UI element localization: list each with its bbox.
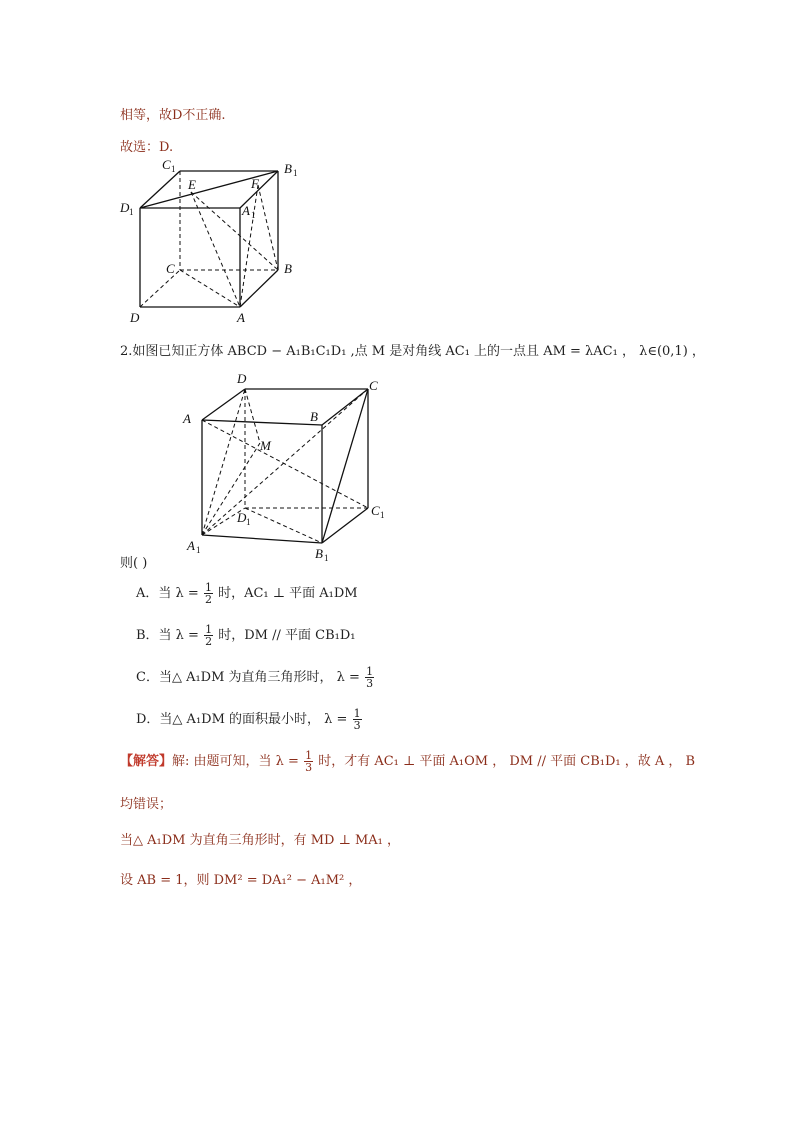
prev-line-2: 故选：D. xyxy=(120,140,174,155)
label-D: D xyxy=(237,371,247,386)
svg-text:1: 1 xyxy=(293,168,298,178)
label-B1: B xyxy=(284,161,292,176)
svg-text:1: 1 xyxy=(324,553,329,563)
option-B[interactable]: B．当 λ = $\frac{1}{2}$ 时，DM // 平面 CB₁D₁ xyxy=(136,623,356,648)
label-C1: C xyxy=(371,503,380,518)
label-C: C xyxy=(369,378,378,393)
label-E: E xyxy=(188,177,196,192)
fraction: $\frac{1}{3}$ xyxy=(305,749,313,774)
svg-text:1: 1 xyxy=(246,517,251,527)
prev-line-1: 相等，故D不正确. xyxy=(120,108,226,123)
label-D1: D xyxy=(120,200,130,215)
label-F: F xyxy=(251,176,259,191)
question-number: 2. xyxy=(120,344,133,359)
svg-text:1: 1 xyxy=(171,164,176,174)
label-B1: B xyxy=(315,546,323,561)
question-stem xyxy=(120,340,705,359)
answer-line-3: 当△ A₁DM 为直角三角形时，有 MD ⊥ MA₁ ， xyxy=(120,833,400,848)
label-A: A xyxy=(237,310,245,325)
svg-text:1: 1 xyxy=(380,510,385,520)
figure-cube-2 xyxy=(175,365,405,565)
label-D: D xyxy=(130,310,140,325)
fraction: $\frac{1}{3}$ xyxy=(353,707,361,732)
svg-text:1: 1 xyxy=(196,545,201,555)
option-C[interactable]: C．当△ A₁DM 为直角三角形时， λ = $\frac{1}{3}$ xyxy=(136,665,374,690)
label-D1: D xyxy=(237,510,247,525)
fraction: $\frac{1}{3}$ xyxy=(366,665,374,690)
svg-text:1: 1 xyxy=(129,207,134,217)
question-text: 如图已知正方体 ABCD − A₁B₁C₁D₁ ,点 M 是对角线 AC₁ 上的一点且 AM = λAC₁ ， λ∈(0,1) ， xyxy=(132,344,705,359)
answer-line-4: 设 AB = 1，则 DM² = DA₁² − A₁M² ， xyxy=(120,873,362,888)
svg-text:1: 1 xyxy=(251,210,256,220)
label-C1: C xyxy=(162,157,171,172)
option-D[interactable]: D．当△ A₁DM 的面积最小时， λ = $\frac{1}{3}$ xyxy=(136,707,361,732)
fraction: $\frac{1}{2}$ xyxy=(205,623,213,648)
label-M: M xyxy=(260,438,271,453)
label-A: A xyxy=(183,411,191,426)
option-A[interactable]: A．当 λ = $\frac{1}{2}$ 时，AC₁ ⊥ 平面 A₁DM xyxy=(136,581,358,606)
answer-line-2: 均错误； xyxy=(120,797,173,812)
fraction: $\frac{1}{2}$ xyxy=(204,581,212,606)
answer-line-1: 【解答】解: 由题可知，当 λ = $\frac{1}{3}$ 时，才有 AC₁ ⊥ 平面 A₁OM ， DM // 平面 CB₁D₁ ，故 A ， B xyxy=(120,749,696,774)
label-B: B xyxy=(284,261,292,276)
label-A1: A xyxy=(187,538,195,553)
label-C: C xyxy=(166,261,175,276)
answer-tag: 【解答】 xyxy=(120,754,173,769)
question-then: 则( ) xyxy=(120,556,148,571)
label-B: B xyxy=(310,409,318,424)
figure-cube-1 xyxy=(110,155,320,330)
label-A1: A xyxy=(242,203,250,218)
